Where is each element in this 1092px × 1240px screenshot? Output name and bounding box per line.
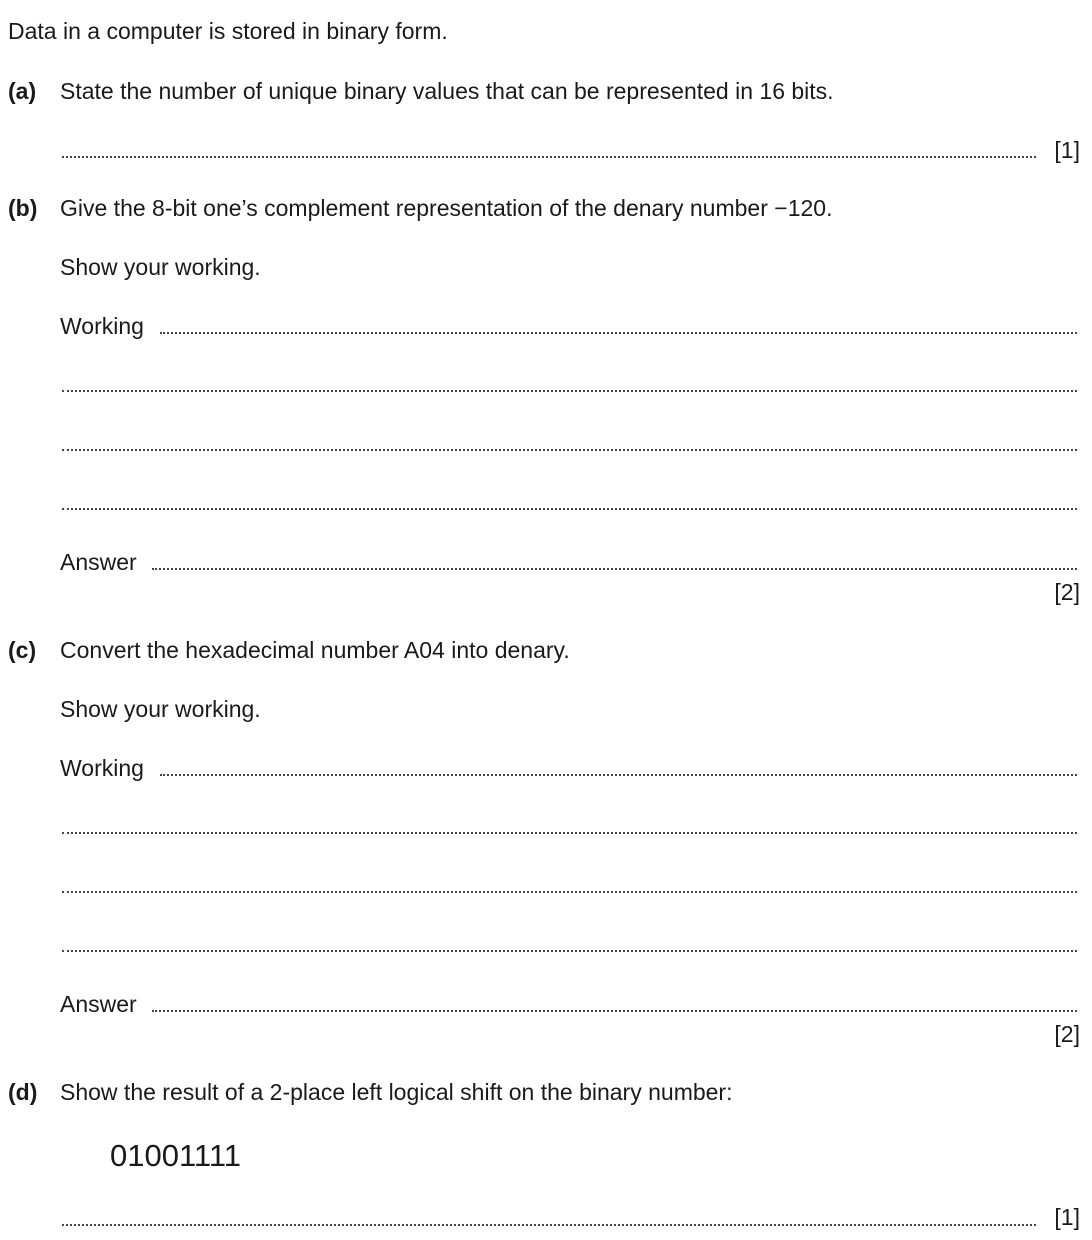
question-a-text: State the number of unique binary values that can be represented in 16 bits. (60, 78, 834, 104)
question-b-marks: [2] (1054, 579, 1080, 605)
question-b-instruction: Show your working. (60, 254, 261, 280)
question-c-answer-line[interactable] (152, 1010, 1077, 1012)
question-a-label: (a) (8, 78, 37, 104)
question-b-working-line[interactable] (62, 390, 1077, 392)
question-a-answer-line[interactable] (62, 156, 1036, 158)
question-c-working-label: Working (60, 755, 144, 781)
question-b-text: Give the 8-bit one’s complement representation of the denary number −120. (60, 195, 833, 221)
question-d-label: (d) (8, 1079, 38, 1105)
question-c-working-line[interactable] (62, 891, 1077, 893)
question-c-label: (c) (8, 637, 37, 663)
question-c-instruction: Show your working. (60, 696, 261, 722)
question-d-text: Show the result of a 2-place left logical shift on the binary number: (60, 1079, 733, 1105)
binary-number: 01001111 (110, 1138, 242, 1173)
question-a-marks: [1] (1054, 137, 1080, 163)
intro-text: Data in a computer is stored in binary form. (8, 18, 448, 44)
question-d-answer-line[interactable] (62, 1224, 1036, 1226)
question-c-working-line[interactable] (160, 774, 1077, 776)
question-c-marks: [2] (1054, 1021, 1080, 1047)
question-c-answer-label: Answer (60, 991, 137, 1017)
question-c-working-line[interactable] (62, 950, 1077, 952)
question-b-answer-label: Answer (60, 549, 137, 575)
question-b-answer-line[interactable] (152, 568, 1077, 570)
question-b-working-line[interactable] (62, 449, 1077, 451)
question-b-label: (b) (8, 195, 38, 221)
question-b-working-line[interactable] (62, 508, 1077, 510)
question-b-working-label: Working (60, 313, 144, 339)
question-d-marks: [1] (1054, 1204, 1080, 1230)
question-b-working-line[interactable] (160, 332, 1077, 334)
question-c-working-line[interactable] (62, 832, 1077, 834)
question-c-text: Convert the hexadecimal number A04 into denary. (60, 637, 570, 663)
